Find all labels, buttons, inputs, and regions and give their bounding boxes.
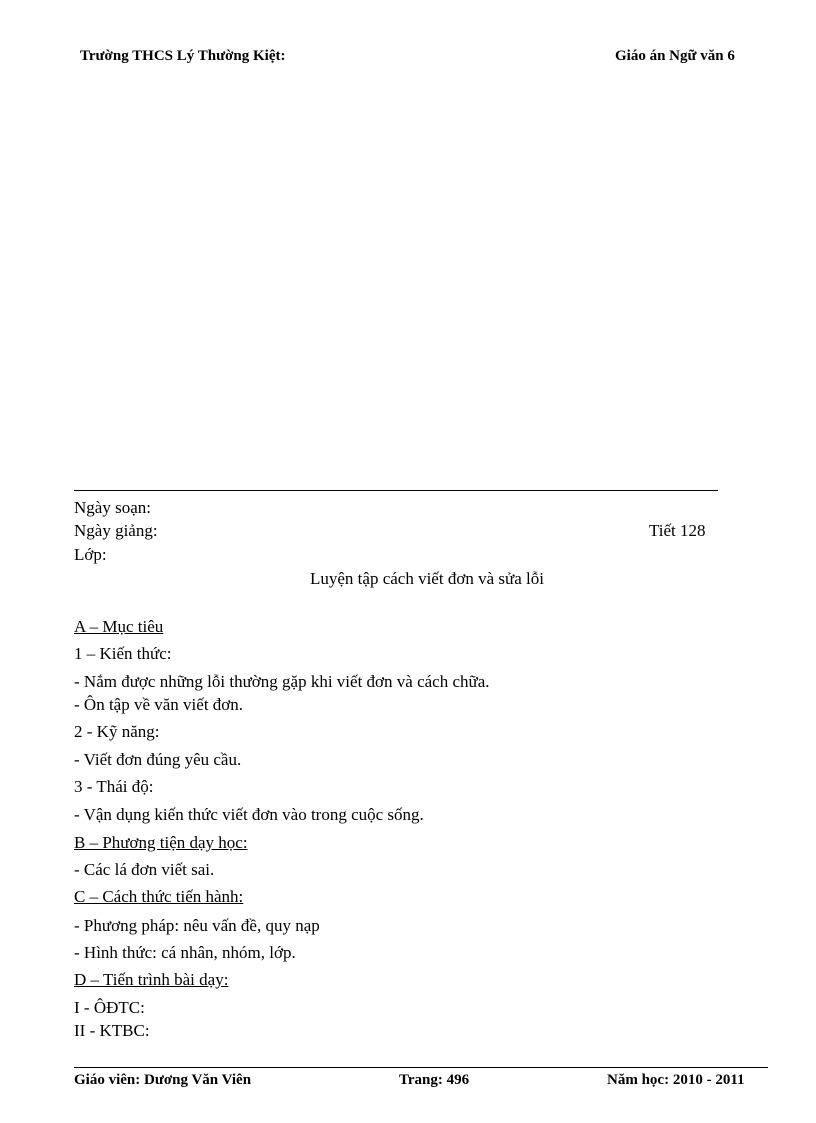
a3-line-1: - Vận dụng kiến thức viết đơn vào trong cuộc sống.	[74, 805, 424, 824]
a1-line-2: - Ôn tập về văn viết đơn.	[74, 695, 244, 714]
ngay-soan-label: Ngày soạn:	[74, 498, 151, 517]
b-line-1: - Các lá đơn viết sai.	[74, 860, 215, 879]
a3-heading: 3 - Thái độ:	[74, 777, 154, 796]
d-line-1: I - ÔĐTC:	[74, 998, 145, 1017]
header-school: Trường THCS Lý Thường Kiệt:	[80, 48, 286, 64]
footer-school-year: Năm học: 2010 - 2011	[607, 1072, 745, 1088]
section-b-heading: B – Phương tiện dạy học:	[74, 833, 248, 852]
d-line-2: II - KTBC:	[74, 1021, 150, 1040]
section-a-heading: A – Mục tiêu	[74, 617, 164, 636]
footer-page-number: Trang: 496	[399, 1072, 470, 1088]
section-d-heading: D – Tiến trình bài dạy:	[74, 970, 229, 989]
c-line-2: - Hình thức: cá nhân, nhóm, lớp.	[74, 943, 296, 962]
a2-line-1: - Viết đơn đúng yêu cầu.	[74, 750, 242, 769]
lesson-title: Luyện tập cách viết đơn và sửa lỗi	[310, 569, 544, 588]
a2-heading: 2 - Kỹ năng:	[74, 722, 160, 741]
bottom-divider	[74, 1067, 768, 1068]
ngay-giang-label: Ngày giảng:	[74, 521, 158, 540]
c-line-1: - Phương pháp: nêu vấn đề, quy nạp	[74, 916, 320, 935]
a1-heading: 1 – Kiến thức:	[74, 644, 172, 663]
a1-line-1: - Nắm được những lỗi thường gặp khi viết đơn và cách chữa.	[74, 672, 490, 691]
footer-teacher: Giáo viên: Dương Văn Viên	[74, 1072, 252, 1088]
lop-label: Lớp:	[74, 545, 107, 564]
tiet-number: Tiết 128	[649, 521, 706, 540]
top-divider	[74, 490, 718, 491]
header-subject: Giáo án Ngữ văn 6	[615, 48, 735, 64]
section-c-heading: C – Cách thức tiến hành:	[74, 887, 244, 906]
